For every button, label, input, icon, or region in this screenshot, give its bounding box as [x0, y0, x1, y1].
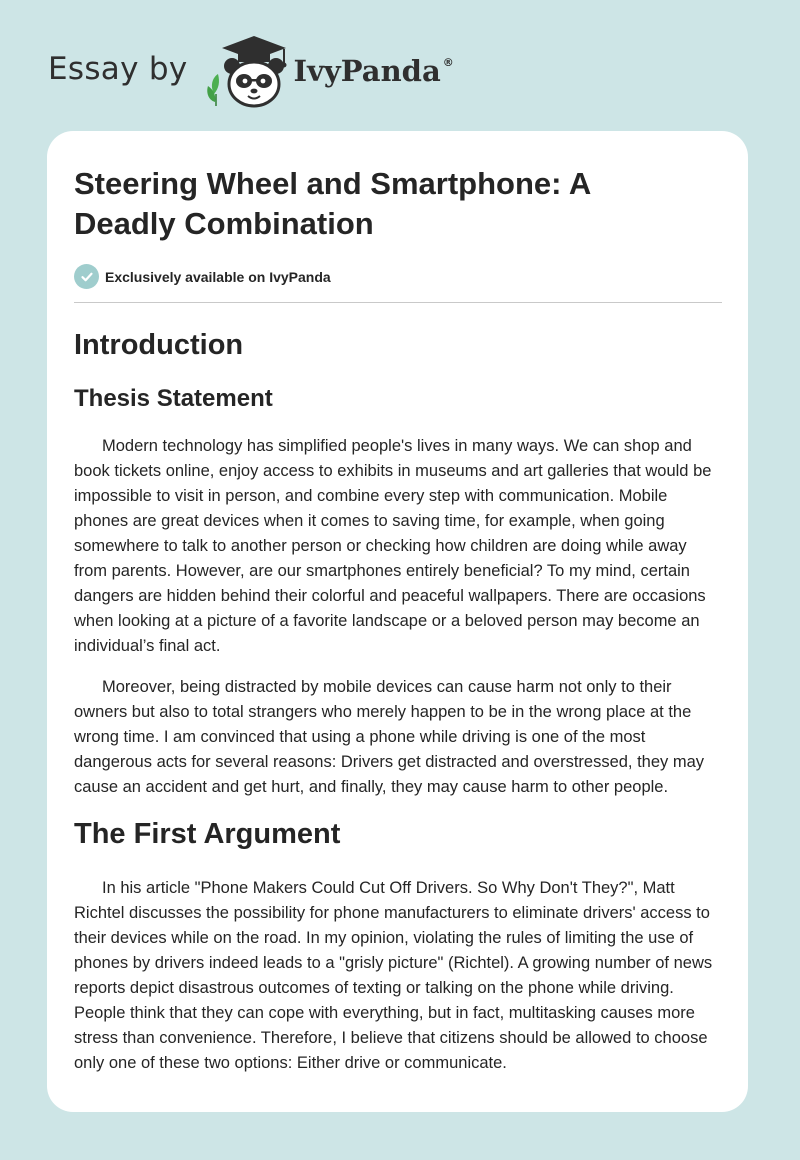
divider	[74, 302, 722, 303]
site-header	[48, 34, 454, 110]
essay-card	[47, 131, 748, 1112]
section-heading: The First Argument	[74, 818, 341, 850]
paragraph: Modern technology has simplified people's lives in many ways. We can shop and book tickets online, enjoy access to exhibits in museums and art galleries that would be impossible to visit in person, and combine every step with communication. Mobile phones are great devices when it comes to saving time, for example, when going somewhere to talk to another person or checking how children are doing while away from parents. However, are our smartphones entirely beneficial? To my mind, certain dangers are hidden behind their colorful and peaceful wallpapers. There are occasions when looking at a picture of a favorite landscape or a beloved person may become an individual’s final act.	[74, 437, 712, 655]
section-subheading: Thesis Statement	[74, 385, 273, 412]
check-icon	[74, 264, 99, 289]
essay-by-label: Essay by	[48, 51, 188, 87]
brand-name[interactable]: IvyPanda	[293, 54, 441, 88]
essay-title: Steering Wheel and Smartphone: A Deadly Combination	[74, 166, 591, 241]
panda-logo-icon[interactable]	[200, 34, 290, 110]
section-heading: Introduction	[74, 329, 244, 361]
paragraph: Moreover, being distracted by mobile devices can cause harm not only to their owners but also to total strangers who merely happen to be in the wrong place at the wrong time. I am convinced that using a phone while driving is one of the most dangerous acts for several reasons: Drivers get distracted and overstressed, they may cause an accident and get hurt, and finally, they may cause harm to other people.	[74, 678, 705, 796]
availability-badge	[74, 264, 722, 289]
paragraph: In his article "Phone Makers Could Cut Off Drivers. So Why Don't They?", Matt Richtel discusses the possibility for phone manufacturers to eliminate drivers' access to their devices while on the road. In my opinion, violating the rules of limiting the use of phones by drivers indeed leads to a "grisly picture" (Richtel). A growing number of news reports depict disastrous outcomes of texting or talking on the phone while driving. People think that they can cope with everything, but in fact, multitasking causes more stress than convenience. Therefore, I believe that citizens should be allowed to choose only one of these two options: Either drive or communicate.	[74, 879, 713, 1072]
registered-mark: ®	[442, 56, 454, 69]
badge-label: Exclusively available on IvyPanda	[105, 268, 331, 285]
